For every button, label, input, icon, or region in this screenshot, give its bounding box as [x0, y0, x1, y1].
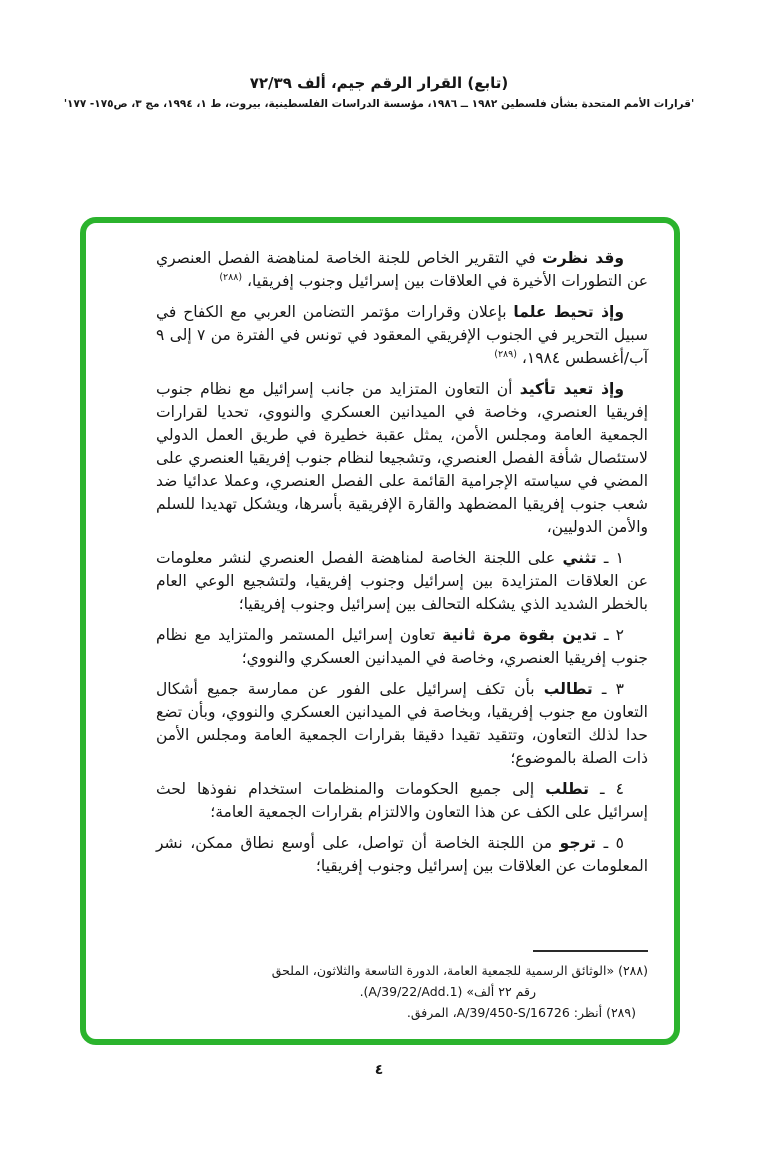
source-citation: 'قرارات الأمم المتحدة بشأن فلسطين ١٩٨٢ ــ ١٩٨٦، مؤسسة الدراسات الفلسطينية، بيروت، ط ١، ١٩٩٤، مج ٣، ص١٧٥- ١٧٧'	[63, 98, 695, 110]
operative-clause-2	[156, 624, 648, 670]
paragraph-lead: تدين بقوة مرة ثانية	[442, 626, 597, 644]
paragraph-lead: تطلب	[545, 780, 589, 798]
preamble-paragraph	[156, 301, 648, 370]
footnotes-block	[156, 950, 648, 1023]
clause-number: ١ ـ	[596, 549, 624, 567]
operative-clause-4	[156, 778, 648, 824]
paragraph-lead: وقد نظرت	[542, 249, 624, 267]
scanned-document-page	[0, 72, 758, 1078]
paragraph-lead: ترجو	[559, 834, 597, 852]
resolution-text	[156, 247, 648, 886]
clause-number: ٥ ـ	[596, 834, 624, 852]
page-number: ٤	[374, 1062, 384, 1078]
paragraph-text: على اللجنة الخاصة لمناهضة الفصل العنصري لنشر معلومات عن العلاقات المتزايدة بين إسرائيل وجنوب إفريقيا، ولتشجيع الوعي العام بالخطر الشديد الذي يشكله التحالف بين إسرائيل وجنوب إفريقيا؛	[156, 549, 648, 613]
footnote-ref: (٢٨٩)	[494, 348, 517, 360]
paragraph-text: أن التعاون المتزايد من جانب إسرائيل مع نظام جنوب إفريقيا العنصري، وخاصة في الميدانين العسكري والنووي، تحديا لقرارات الجمعية العامة ومجلس الأمن، يمثل عقبة خطيرة في طريق العمل الدولي لاستئصال شأفة الفصل العنصري، وتشجيعا لنظام جنوب إفريقيا العنصري على المضي في سياسته الإجرامية القائمة على الفصل العنصري، وعملا عدائيا ضد شعب جنوب إفريقيا المضطهد والقارة الإفريقية بأسرها، ويشكل تهديدا للسلم والأمن الدوليين،	[156, 380, 648, 536]
clause-number: ٣ ـ	[592, 680, 624, 698]
operative-clause-5	[156, 832, 648, 878]
page-title: (تابع) القرار الرقم جيم، ألف ٧٢/٣٩	[249, 74, 509, 92]
footnote-288-line1: (٢٨٨) «الوثائق الرسمية للجمعية العامة، الدورة التاسعة والثلاثون، الملحق	[271, 963, 648, 978]
preamble-paragraph	[156, 378, 648, 539]
footnote-289: (٢٨٩) أنظر: A/39/450-S/16726، المرفق.	[406, 1005, 636, 1020]
paragraph-lead: وإذ تحيط علما	[513, 303, 624, 321]
footnote-ref: (٢٨٨)	[219, 271, 243, 283]
green-border-frame	[80, 217, 680, 1045]
operative-clause-1	[156, 547, 648, 616]
paragraph-text: إلى جميع الحكومات والمنظمات استخدام نفوذها لحث إسرائيل على الكف عن هذا التعاون والالتزام بقرارات الجمعية العامة؛	[156, 780, 648, 821]
paragraph-text: بإعلان وقرارات مؤتمر التضامن العربي مع الكفاح في سبيل التحرير في الجنوب الإفريقي المعقود في تونس في الفترة من ٧ إلى ٩ آب/أغسطس ١٩٨٤،	[156, 303, 648, 367]
paragraph-lead: تثني	[562, 549, 597, 567]
paragraph-lead: وإذ تعيد تأكيد	[519, 380, 624, 398]
footnote-separator	[533, 950, 648, 952]
paragraph-text: في التقرير الخاص للجنة الخاصة لمناهضة الفصل العنصري عن التطورات الأخيرة في العلاقات بين إسرائيل وجنوب إفريقيا،	[156, 249, 648, 290]
operative-clause-3	[156, 678, 648, 770]
footnote-288-line2: رقم ٢٢ ألف» (A/39/22/Add.1).	[359, 984, 536, 999]
paragraph-text: بأن تكف إسرائيل على الفور عن ممارسة جميع أشكال التعاون مع جنوب إفريقيا، وبخاصة في الميدانين العسكري والنووي، وبأن تضع حدا لذلك التعاون، وتتقيد تقيدا دقيقا بقرارات الجمعية العامة ومجلس الأمن ذات الصلة بالموضوع؛	[156, 680, 648, 767]
clause-number: ٢ ـ	[596, 626, 624, 644]
paragraph-text: تعاون إسرائيل المستمر والمتزايد مع نظام جنوب إفريقيا العنصري، وخاصة في الميدانين العسكري والنووي؛	[156, 626, 648, 667]
paragraph-text: من اللجنة الخاصة أن تواصل، على أوسع نطاق ممكن، نشر المعلومات عن العلاقات بين إسرائيل وجنوب إفريقيا؛	[156, 834, 648, 875]
paragraph-lead: تطالب	[543, 680, 593, 698]
preamble-paragraph	[156, 247, 648, 293]
clause-number: ٤ ـ	[588, 780, 624, 798]
